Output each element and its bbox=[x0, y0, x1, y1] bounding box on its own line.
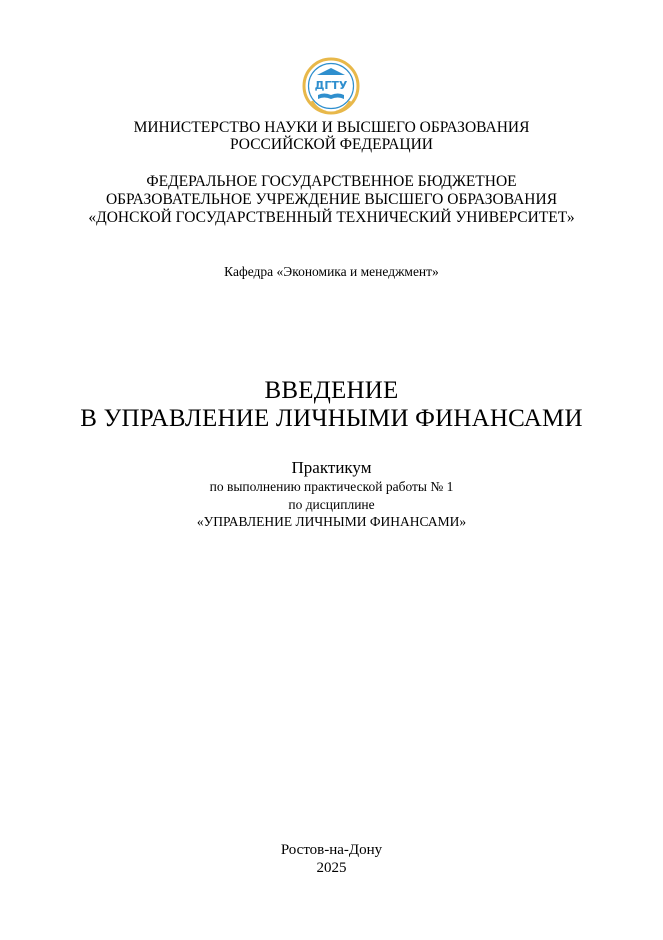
university-logo bbox=[302, 57, 360, 117]
ministry-line-1: МИНИСТЕРСТВО НАУКИ И ВЫСШЕГО ОБРАЗОВАНИЯ bbox=[133, 119, 530, 136]
work-description: по выполнению практической работы № 1 bbox=[209, 479, 454, 494]
institution-line-3: «ДОНСКОЙ ГОСУДАРСТВЕННЫЙ ТЕХНИЧЕСКИЙ УНИВЕРСИТЕТ» bbox=[88, 209, 575, 226]
institution-line-1: ФЕДЕРАЛЬНОЕ ГОСУДАРСТВЕННОЕ БЮДЖЕТНОЕ bbox=[146, 173, 517, 190]
year: 2025 bbox=[316, 860, 347, 876]
ministry-line-2: РОССИЙСКОЙ ФЕДЕРАЦИИ bbox=[230, 136, 433, 153]
page-title-line-1: ВВЕДЕНИЕ bbox=[264, 377, 399, 404]
page-title-line-2: В УПРАВЛЕНИЕ ЛИЧНЫМИ ФИНАНСАМИ bbox=[80, 405, 583, 432]
logo-text: ДГТУ bbox=[314, 79, 348, 92]
city: Ростов-на-Дону bbox=[280, 842, 383, 858]
document-type: Практикум bbox=[291, 458, 372, 477]
institution-line-2: ОБРАЗОВАТЕЛЬНОЕ УЧРЕЖДЕНИЕ ВЫСШЕГО ОБРАЗОВАНИЯ bbox=[105, 191, 558, 208]
discipline-prefix: по дисциплине bbox=[288, 497, 375, 512]
discipline-name: «УПРАВЛЕНИЕ ЛИЧНЫМИ ФИНАНСАМИ» bbox=[196, 514, 467, 529]
department: Кафедра «Экономика и менеджмент» bbox=[224, 264, 439, 279]
